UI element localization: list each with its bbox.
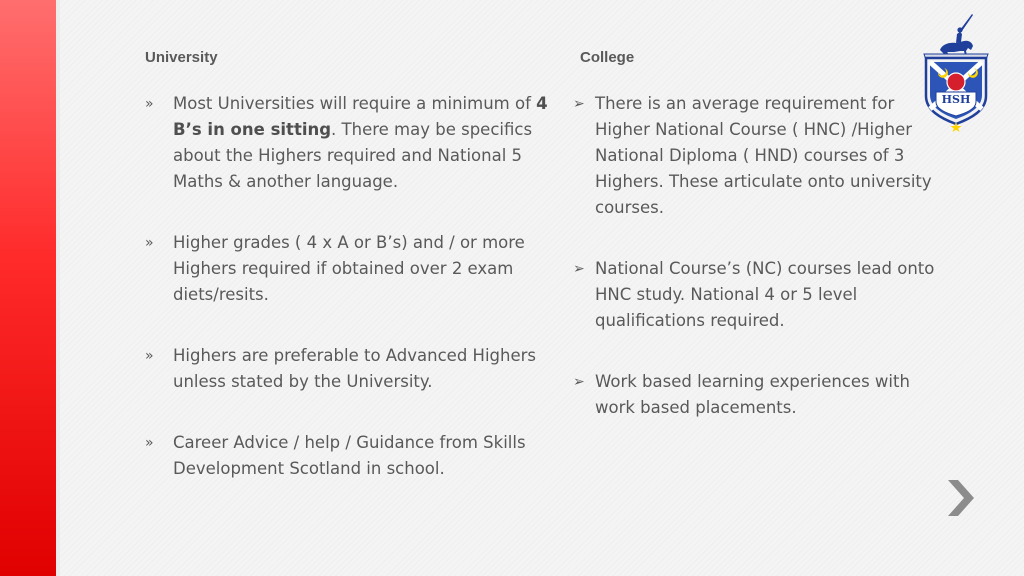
college-list	[573, 91, 938, 421]
sidebar-divider	[56, 0, 60, 576]
university-list	[145, 91, 555, 482]
item-text: National Course’s (NC) courses lead onto HNC study. National 4 or 5 level qualifications required.	[595, 259, 935, 330]
university-item-highers	[145, 343, 555, 395]
university-item-career-advice	[145, 430, 555, 482]
school-crest-logo	[916, 10, 996, 132]
university-item-minimum	[145, 91, 555, 195]
bullet-icon: »	[145, 235, 154, 251]
item-text: Highers are preferable to Advanced Highers unless stated by the University.	[173, 346, 536, 391]
item-text: Work based learning experiences with work based placements.	[595, 372, 910, 417]
college-item-nc-courses	[573, 256, 938, 334]
university-item-grades	[145, 230, 555, 308]
bullet-icon: »	[145, 348, 154, 364]
bullet-icon: »	[145, 96, 154, 112]
arrow-bullet-icon: ➢	[573, 374, 585, 390]
college-item-work-based	[573, 369, 938, 421]
college-heading: College	[580, 49, 635, 66]
arrow-bullet-icon: ➢	[573, 261, 585, 277]
university-heading: University	[145, 49, 218, 66]
item-text: Career Advice / help / Guidance from Skills Development Scotland in school.	[173, 433, 526, 478]
item-text: There is an average requirement for Higher National Course ( HNC) /Higher National Diploma ( HND) courses of 3 Highers. These articulate onto university courses.	[595, 94, 932, 217]
item-text: Higher grades ( 4 x A or B’s) and / or more Highers required if obtained over 2 exam diets/resits.	[173, 233, 525, 304]
crest-monogram: HSH	[941, 93, 971, 106]
red-sidebar	[0, 0, 56, 576]
arrow-bullet-icon: ➢	[573, 96, 585, 112]
item-emphasis: 4 B’s in one sitting	[173, 94, 548, 139]
college-item-requirement	[573, 91, 938, 221]
item-text: Most Universities will require a minimum of 4 B’s in one sitting. There may be specifics about the Highers required and National 5 Maths & another language.	[173, 94, 548, 191]
next-slide-chevron-right-icon[interactable]	[944, 478, 978, 518]
bullet-icon: »	[145, 435, 154, 451]
